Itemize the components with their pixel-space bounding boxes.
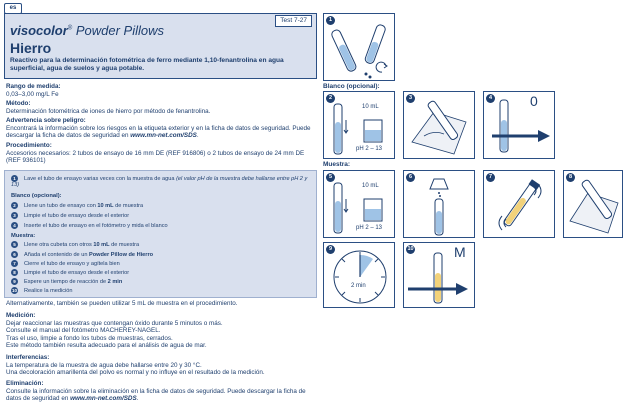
step-text: Espere un tiempo de reacción de [24,278,108,285]
panel-number: 6 [406,173,415,182]
alternative-note: Alternativamente, también se pueden utilizar 5 mL de muestra en el procedimiento. [6,300,238,307]
step-note: (el valor pH de la muestra debe hallarse entre pH 2 y 13) [11,175,308,189]
step-number: 7 [11,260,18,267]
volume-label: 10 mL [362,104,379,110]
procedure-value: Accesorios necesarios: 2 tubos de ensayo de 16 mm DE (REF 916806) o 2 tubos de ensayo de 24 mm DE (REF 936101) [6,149,305,165]
interferencias-line: Una decoloración amarillenta del polvo es normal y no influye en el resultado de la medición. [6,369,265,377]
step-4 [11,222,309,229]
step-number: 9 [11,278,18,285]
figures-sample-label: Muestra: [323,161,351,168]
page-title: Hierro [10,40,52,56]
brand-line [10,23,164,38]
eliminacion-heading: Eliminación: [6,380,44,387]
figure-panel-9 [323,242,395,308]
step-number: 1 [11,175,18,182]
ph-label: pH 2 – 13 [356,146,383,152]
step-bold: Powder Pillow de Hierro [89,251,154,258]
step-2 [11,202,309,209]
step-3 [11,212,309,219]
figure-panel-10 [403,242,475,308]
shake-tube-illustration [484,171,555,238]
step-text: Inserte el tubo de ensayo en el fotómetro y mida el blanco [24,222,168,229]
step-text: Cierre el tubo de ensayo y agítela bien [24,260,120,267]
medicion-line: Dejar reaccionar las muestras que contengan óxido durante 5 minutos o más. [6,319,223,327]
panel-number: 4 [486,94,495,103]
panel-number: 7 [486,173,495,182]
eliminacion-text: datos de seguridad en [6,395,71,403]
step-8 [11,269,309,276]
sample-heading: Muestra: [11,233,36,239]
interferencias-heading: Interferencias: [6,354,50,361]
sds-link[interactable]: www.mn-net.com/SDS [130,132,197,140]
brand-product: Powder Pillows [72,23,164,38]
warning-end: . [196,132,199,140]
panel-number: 3 [406,94,415,103]
step-text-end: de muestra [109,241,140,248]
procedure-heading: Procedimiento: [6,142,52,149]
warning-heading: Advertencia sobre peligro: [6,117,86,124]
medicion-line: Este método también resulta adecuado para el análisis de agua de mar. [6,342,207,350]
eliminacion-section [6,380,318,403]
brand-name: visocolor [10,23,68,38]
step-bold: 10 mL [93,241,110,248]
blank-heading: Blanco (opcional): [11,193,62,199]
steps-box [4,170,317,298]
range-heading: Rango de medida: [6,83,61,90]
step-number: 4 [11,222,18,229]
language-tag: es [4,3,22,14]
step-text: Limpie el tubo de ensayo desde el exterior [24,269,130,276]
figure-panel-2 [323,91,395,159]
page-subtitle: Reactivo para la determinación fotométrica de ferro mediante 1,10-fenantrolina en agua superficial, agua de suelos y agua potable. [10,57,284,73]
step-text: Limpie el tubo de ensayo desde el exterior [24,212,130,219]
rinse-illustration [324,14,395,81]
step-5 [11,241,309,248]
medicion-line: Consulte el manual del fotómetro MACHEREY-NAGEL. [6,327,161,335]
step-text: Llene un tubo de ensayo con [24,202,98,209]
step-text: Lave el tubo de ensayo varias veces con la muestra de agua [24,175,177,182]
range-value: 0,03–3,00 mg/L Fe [6,90,59,98]
wipe-tube-illustration [404,92,475,159]
step-bold: 2 min [107,278,123,285]
method-section [6,100,318,115]
figure-panel-6 [403,170,475,238]
step-9 [11,278,309,285]
interferencias-section [6,354,318,377]
brand-reg: ® [67,25,73,32]
interferencias-line: La temperatura de la muestra de agua debe hallarse entre 20 y 30 °C. [6,361,202,369]
step-number: 5 [11,241,18,248]
figure-panel-5 [323,170,395,238]
step-number: 6 [11,251,18,258]
step-number: 2 [11,202,18,209]
figure-panel-4 [483,91,555,159]
method-heading: Método: [6,100,31,107]
step-text: Realice la medición [24,287,73,294]
step-1 [11,175,309,189]
measure-blank-illustration [484,92,555,159]
panel-number: 8 [566,173,575,182]
eliminacion-line [6,395,318,403]
range-section [6,83,318,98]
step-number: 8 [11,269,18,276]
panel-number: 1 [326,16,335,25]
panel-number: 9 [326,245,335,254]
medicion-section [6,312,318,350]
step-10 [11,287,309,294]
panel-number: 2 [326,94,335,103]
warning-value [6,125,318,140]
volume-label: 10 mL [362,183,379,189]
zero-display: 0 [530,93,538,109]
figure-panel-8 [563,170,623,238]
header-box [4,13,317,79]
panel-number: 10 [407,246,414,252]
figures-blank-label: Blanco (opcional): [323,83,380,90]
eliminacion-line: Consulte la información sobre la eliminación en la ficha de datos de seguridad. Puede descargar la ficha de [6,387,306,395]
measure-display: M [454,244,466,260]
panel-number: 5 [326,173,335,182]
step-text: Añada el contenido de un [24,251,90,258]
warning-section [6,117,318,140]
procedure-section [6,142,318,165]
step-number: 10 [11,288,17,293]
timer-clock-icon [324,243,395,308]
method-value: Determinación fotométrica de iones de hierro por método de fenantrolina. [6,107,211,115]
step-6 [11,251,309,258]
medicion-line: Tras el uso, limpie a fondo los tubos de muestras, cerrados. [6,334,173,342]
step-number: 3 [11,212,18,219]
add-pillow-illustration [404,171,475,238]
warning-text: Encontrará la información sobre los riesgos en la etiqueta exterior y en la ficha de datos de seguridad. Puede descargar la ficha de datos de seguridad en [6,124,311,140]
step-text: Llene otra cubeta con otros [24,241,94,248]
step-text-end: de muestra [113,202,144,209]
medicion-heading: Medición: [6,312,36,319]
eliminacion-end: . [136,395,139,403]
step-7 [11,260,309,267]
ph-label: pH 2 – 13 [356,225,383,231]
figure-panel-3 [403,91,475,159]
figure-panel-7 [483,170,555,238]
step-bold: 10 mL [97,202,114,209]
figure-panel-1 [323,13,395,81]
sds-link-2[interactable]: www.mn-net.com/SDS [70,395,137,403]
test-number: Test 7-27 [275,15,312,27]
timer-label: 2 min [351,283,366,289]
